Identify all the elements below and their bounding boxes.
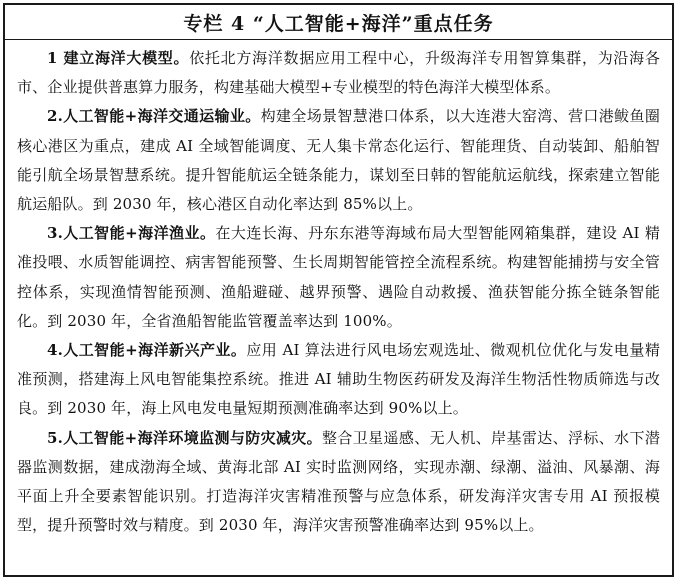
task-item xyxy=(17,219,660,336)
box-title: 专栏 4 “人工智能+海洋”重点任务 xyxy=(5,5,672,40)
task-heading: 1 建立海洋大模型。 xyxy=(47,49,190,67)
task-text: 构建全场景智慧港口体系，以大连港大窑湾、营口港鲅鱼圈核心港区为重点，建成 AI 全域智能调度、无人集卡常态化运行、智能理货、自动装卸、船舶智能引航全场景智慧系统。提升智能航运全链条能力，谋划至日韩的智能航运航线，探索建立智能航运船队。到 2030 年，核心港区自动化率达到 85%以上。 xyxy=(17,107,660,214)
task-heading: 5.人工智能+海洋环境监测与防灾减灾。 xyxy=(47,428,323,447)
task-item xyxy=(17,102,660,219)
tasks-content xyxy=(5,40,672,540)
task-heading: 4.人工智能+海洋新兴产业。 xyxy=(47,341,247,360)
task-text: 依托北方海洋数据应用工程中心，升级海洋专用智算集群，为沿海各市、企业提供普惠算力服务，构建基础大模型+专业模型的特色海洋大模型体系。 xyxy=(17,49,660,97)
task-text: 整合卫星遥感、无人机、岸基雷达、浮标、水下潜器监测数据，建成渤海全域、黄海北部 AI 实时监测网络，实现赤潮、绿潮、溢油、风暴潮、海平面上升全要素智能识别。打造海洋灾害精准预警与应急体系，研发海洋灾害专用 AI 预报模型，提升预警时效与精度。到 2030 年，海洋灾害预警准确率达到 95%以上。 xyxy=(17,428,660,535)
key-tasks-box xyxy=(3,3,674,577)
task-heading: 3.人工智能+海洋渔业。 xyxy=(47,224,216,243)
task-item xyxy=(17,336,660,424)
task-item xyxy=(17,424,660,541)
task-item xyxy=(17,44,660,102)
task-text: 在大连长海、丹东东港等海域布局大型智能网箱集群，建设 AI 精准投喂、水质智能调控、病害智能预警、生长周期智能管控全流程系统。构建智能捕捞与安全管控体系，实现渔情智能预测、渔船避碰、越界预警、遇险自动救援、渔获智能分拣全链条智能化。到 2030 年，全省渔船智能监管覆盖率达到 100%。 xyxy=(17,224,660,330)
task-text: 应用 AI 算法进行风电场宏观选址、微观机位优化与发电量精准预测，搭建海上风电智能集控系统。推进 AI 辅助生物医药研发及海洋生物活性物质筛选与改良。到 2030 年，海上风电发电量短期预测准确率达到 90%以上。 xyxy=(17,341,660,418)
task-heading: 2.人工智能+海洋交通运输业。 xyxy=(47,107,261,126)
